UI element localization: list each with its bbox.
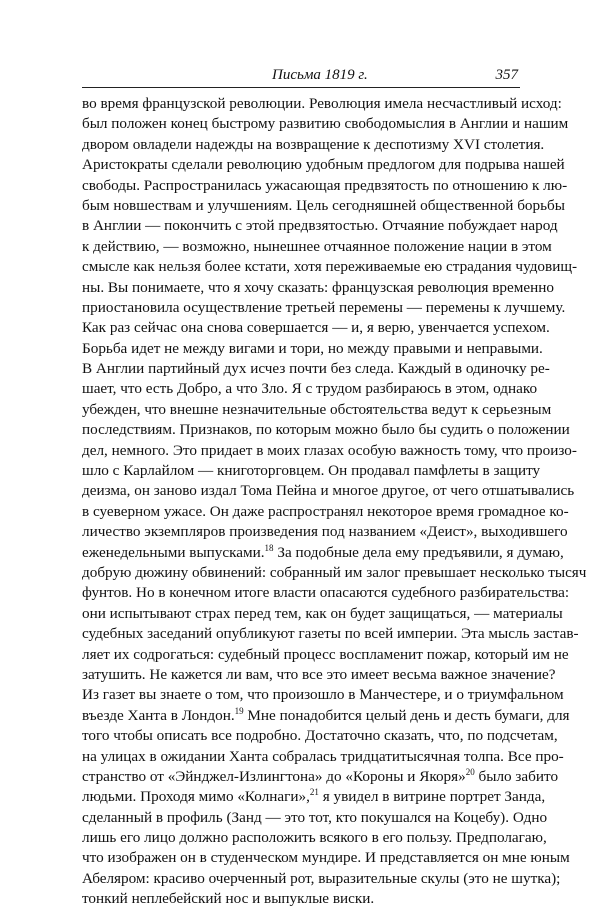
- text-line-content: был положен конец быстрому развитию свободомыслия в Англии и нашим: [82, 115, 569, 133]
- text-line: [82, 339, 543, 359]
- header-rule: [82, 87, 520, 88]
- text-line: [82, 176, 568, 196]
- text-line: [82, 624, 579, 644]
- text-line-content: людьми. Проходя мимо «Колнаги»,: [82, 788, 310, 806]
- text-line-content: Аристократы сделали революцию удобным предлогом для подрыва нашей: [82, 156, 565, 174]
- text-line: [82, 685, 564, 705]
- text-line: [82, 278, 554, 298]
- text-line: [82, 705, 570, 726]
- text-line-content: шает, что есть Добро, а что Зло. Я с трудом разбираюсь в этом, однако: [82, 380, 538, 398]
- text-line: [82, 522, 568, 542]
- text-line-content: Как раз сейчас она снова совершается — и, я верю, увенчается успехом.: [82, 319, 550, 337]
- text-line-content: приостановила осуществление третьей перемены — перемены к лучшему.: [82, 298, 566, 316]
- text-line: [82, 828, 547, 848]
- text-line-content: еженедельными выпусками.: [82, 543, 265, 561]
- text-line: [82, 318, 550, 338]
- text-line: [82, 808, 548, 828]
- text-line-content: шло с Карлайлом — книготорговцем. Он продавал памфлеты в защиту: [82, 462, 541, 480]
- text-line: [82, 216, 558, 236]
- text-line: [82, 848, 570, 868]
- letter-body-text: [82, 94, 587, 910]
- text-line-content: того чтобы описать все подробно. Достаточно сказать, что, по подсчетам,: [82, 727, 558, 745]
- text-line: [82, 542, 564, 563]
- text-line-content: судебных заседаний опубликуют газеты по всей империи. Эта мысль застав-: [82, 625, 579, 643]
- text-line-content: в суеверном ужасе. Он даже распространял некоторое время громадное ко-: [82, 502, 569, 520]
- text-line: [82, 114, 569, 134]
- text-line-content: деизма, он заново издал Тома Пейна и многое другое, от чего отшатывались: [82, 482, 575, 500]
- text-line-continuation: Мне понадобится целый день и десть бумаги, для: [243, 706, 570, 724]
- footnote-marker: 19: [234, 705, 244, 716]
- page-number: 357: [495, 67, 518, 83]
- text-line: [82, 889, 520, 909]
- text-line-content: двором овладели надежды на возвращение к деспотизму XVI столетия.: [82, 135, 545, 153]
- text-line-content: лишь его лицо должно расположить всякого в его пользу. Предполагаю,: [82, 829, 547, 847]
- text-line: [82, 665, 556, 685]
- text-line-content: добрую дюжину обвинений: собранный им залог превышает несколько тысяч: [82, 563, 587, 581]
- text-line: [82, 257, 578, 277]
- text-line: [82, 94, 562, 114]
- text-line: [82, 787, 546, 807]
- text-line: [82, 502, 569, 522]
- running-header: [82, 66, 520, 84]
- text-line: [82, 604, 563, 624]
- text-line-content: на улицах в ожидании Ханта собралась тридцатитысячная толпа. Все про-: [82, 747, 564, 765]
- footnote-marker: 18: [264, 542, 274, 553]
- text-line-content: фунтов. Но в конечном итоге власти опасаются судебного разбирательства:: [82, 584, 570, 602]
- text-line-continuation: было забито: [474, 767, 559, 785]
- text-line: [82, 481, 575, 501]
- text-line: [82, 400, 552, 420]
- text-line-content: свободы. Распространилась ужасающая предвзятость по отношению к лю-: [82, 176, 568, 194]
- text-line: [82, 196, 565, 216]
- running-title: Письма 1819 г.: [272, 67, 368, 83]
- text-line-content: въезде Ханта в Лондон.: [82, 706, 235, 724]
- text-line: [82, 869, 561, 889]
- text-line-content: в Англии — покончить с этой предвзятостью. Отчаяние побуждает народ: [82, 217, 558, 235]
- text-line: [82, 359, 550, 379]
- text-line-content: бым новшествам и улучшениям. Цель сегодняшней общественной борьбы: [82, 196, 565, 214]
- text-line: [82, 155, 565, 175]
- text-line-continuation: я увидел в витрине портрет Занда,: [318, 788, 546, 806]
- text-line-content: смысле как нельзя более кстати, хотя переживаемые ею страдания чудовищ-: [82, 258, 578, 276]
- text-line: [82, 135, 545, 155]
- text-line-content: странство от «Эйнджел-Излингтона» до «Короны и Якоря»: [82, 767, 466, 785]
- text-line: [82, 420, 570, 440]
- text-line-content: В Англии партийный дух исчез почти без следа. Каждый в одиночку ре-: [82, 360, 550, 378]
- text-line-content: убежден, что внешне незначительные обстоятельства ведут к серьезным: [82, 400, 552, 418]
- text-line-content: Из газет вы знаете о том, что произошло в Манчестере, и о триумфальном: [82, 686, 564, 704]
- text-line-content: тонкий неплебейский нос и выпуклые виски.: [82, 890, 375, 908]
- text-line-continuation: За подобные дела ему предъявили, я думаю,: [273, 543, 564, 561]
- text-line-content: последствиям. Признаков, по которым можно было бы судить о положении: [82, 421, 570, 439]
- text-line-content: ны. Вы понимаете, что я хочу сказать: французская революция временно: [82, 278, 554, 296]
- text-line: [82, 726, 558, 746]
- text-line: [82, 298, 566, 318]
- text-line-content: что изображен он в студенческом мундире. И представляется он мне юным: [82, 849, 570, 867]
- text-line: [82, 379, 538, 399]
- text-line-content: во время французской революции. Революция имела несчастливый исход:: [82, 95, 562, 112]
- text-line: [82, 583, 570, 603]
- text-line: [82, 747, 564, 767]
- text-line: [82, 563, 587, 583]
- text-line: [82, 461, 541, 481]
- text-line-content: ляет их содрогаться: судебный процесс воспламенит пожар, который им не: [82, 645, 569, 663]
- text-line: [82, 441, 577, 461]
- text-line-content: они испытывают страх перед тем, как он будет защищаться, — материалы: [82, 604, 563, 622]
- text-line-content: дел, немного. Это придает в моих глазах особую важность тому, что произо-: [82, 441, 577, 459]
- text-line: [82, 766, 559, 787]
- text-line-content: Абеляром: красиво очерченный рот, выразительные скулы (это не шутка);: [82, 869, 561, 887]
- text-line-content: к действию, — возможно, нынешнее отчаянное положение нации в этом: [82, 237, 552, 255]
- text-line-content: Борьба идет не между вигами и тори, но между правыми и неправыми.: [82, 339, 543, 357]
- text-line-content: сделанный в профиль (Занд — это тот, кто покушался на Коцебу). Одно: [82, 808, 548, 826]
- text-line: [82, 645, 569, 665]
- text-line: [82, 237, 552, 257]
- text-line-content: затушить. Не кажется ли вам, что все это имеет весьма важное значение?: [82, 665, 556, 683]
- text-line-content: личество экземпляров произведения под названием «Деист», выходившего: [82, 523, 568, 541]
- footnote-marker: 21: [309, 787, 319, 798]
- footnote-marker: 20: [465, 766, 475, 777]
